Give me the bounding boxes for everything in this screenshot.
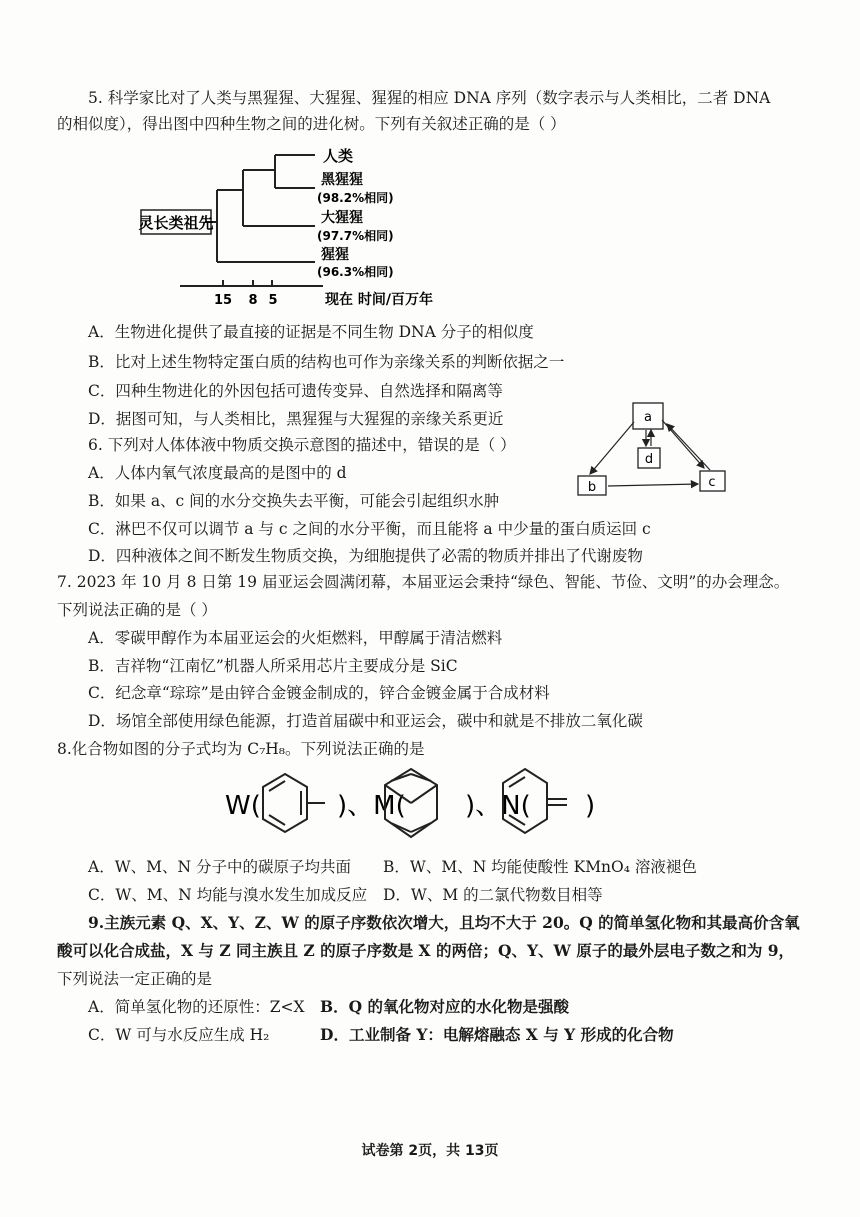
q5-option-a: A．生物进化提供了最直接的证据是不同生物 DNA 分子的相似度 [88, 323, 534, 341]
q6-option-d: D．四种液体之间不断发生物质交换，为细胞提供了必需的物质并排出了代谢废物 [88, 547, 643, 565]
q9-option-d: D．工业制备 Y：电解熔融态 X 与 Y 形成的化合物 [320, 1025, 674, 1044]
tree-leaf-human: 人类 [323, 147, 354, 165]
diagram-label-c: c [708, 475, 716, 490]
molecule-label-m: )、M( [337, 791, 406, 821]
body-fluid-exchange-diagram [570, 398, 730, 498]
page-footer: 试卷第 2页，共 13页 [361, 1143, 499, 1159]
q5-stem-line1: 5. 科学家比对了人类与黑猩猩、大猩猩、猩猩的相应 DNA 序列（数字表示与人类相比，二者 DNA [88, 89, 771, 107]
evolution-tree-figure [135, 140, 455, 315]
q8-option-b: B．W、M、N 均能使酸性 KMnO₄ 溶液褪色 [383, 858, 697, 876]
tree-leaf-gorilla: 大猩猩 [321, 210, 363, 226]
q5-stem-line2: 的相似度），得出图中四种生物之间的进化树。下列有关叙述正确的是（ ） [57, 115, 566, 133]
q6-option-b: B．如果 a、c 间的水分交换失去平衡，可能会引起组织水肿 [88, 492, 500, 510]
molecule-label-w: W( [225, 791, 261, 821]
tree-root-label: 灵长类祖先 [138, 214, 214, 232]
tree-axis-tick-15: 15 [213, 293, 233, 308]
q6-option-c: C．淋巴不仅可以调节 a 与 c 之间的水分平衡，而且能将 a 中少量的蛋白质运回 c [88, 520, 651, 538]
tree-similarity-orangutan: (96.3%相同) [317, 265, 394, 279]
q7-option-d: D．场馆全部使用绿色能源，打造首届碳中和亚运会，碳中和就是不排放二氧化碳 [88, 712, 643, 730]
q5-option-d: D．据图可知，与人类相比，黑猩猩与大猩猩的亲缘关系更近 [88, 410, 504, 428]
diagram-label-b: b [587, 480, 597, 495]
q9-option-a: A．简单氢化物的还原性：Z<X [88, 998, 305, 1016]
q7-option-c: C．纪念章“琮琮”是由锌合金镀金制成的，锌合金镀金属于合成材料 [88, 684, 550, 702]
diagram-label-d: d [644, 452, 654, 467]
q9-stem-line3: 下列说法一定正确的是 [57, 970, 213, 988]
molecule-label-n: )、N( [465, 791, 531, 821]
tree-similarity-chimp: (98.2%相同) [317, 191, 394, 205]
q5-option-b: B．比对上述生物特定蛋白质的结构也可作为亲缘关系的判断依据之一 [88, 353, 565, 371]
molecule-structures-figure [225, 757, 605, 849]
q7-stem-line1: 7. 2023 年 10 月 8 日第 19 届亚运会圆满闭幕，本届亚运会秉持“绿色、智能、节俭、文明”的办会理念。 [57, 573, 790, 591]
q9-stem-line1: 9.主族元素 Q、X、Y、Z、W 的原子序数依次增大，且均不大于 20。Q 的简单氢化物和其最高价含氧 [88, 913, 800, 932]
q5-option-c: C．四种生物进化的外因包括可遗传变异、自然选择和隔离等 [88, 382, 503, 400]
q8-option-a: A．W、M、N 分子中的碳原子均共面 [88, 858, 351, 876]
q9-option-b: B．Q 的氧化物对应的水化物是强酸 [320, 997, 570, 1016]
tree-axis-tick-5: 5 [268, 293, 278, 308]
molecule-label-end: ) [585, 791, 596, 821]
q6-option-a: A．人体内氧气浓度最高的是图中的 d [88, 464, 347, 482]
q9-stem-line2: 酸可以化合成盐，X 与 Z 同主族且 Z 的原子序数是 X 的两倍；Q、Y、W 原子的最外层电子数之和为 9， [57, 941, 795, 960]
tree-axis-label: 现在 时间/百万年 [325, 292, 433, 308]
q8-option-d: D．W、M 的二氯代物数目相等 [383, 886, 603, 904]
tree-leaf-chimp: 黑猩猩 [321, 172, 363, 188]
tree-axis-tick-8: 8 [248, 293, 258, 308]
q7-option-b: B．吉祥物“江南忆”机器人所采用芯片主要成分是 SiC [88, 657, 458, 675]
diagram-label-a: a [644, 410, 652, 425]
tree-leaf-orangutan: 猩猩 [321, 247, 349, 263]
q8-option-c: C．W、M、N 均能与溴水发生加成反应 [88, 886, 368, 904]
q9-option-c: C．W 可与水反应生成 H₂ [88, 1026, 270, 1044]
tree-similarity-gorilla: (97.7%相同) [317, 229, 394, 243]
q8-stem: 8.化合物如图的分子式均为 C₇H₈。下列说法正确的是 [57, 740, 425, 758]
q7-stem-line2: 下列说法正确的是（ ） [57, 601, 217, 619]
q7-option-a: A．零碳甲醇作为本届亚运会的火炬燃料，甲醇属于清洁燃料 [88, 629, 503, 647]
q6-stem: 6. 下列对人体体液中物质交换示意图的描述中，错误的是（ ） [88, 436, 516, 454]
